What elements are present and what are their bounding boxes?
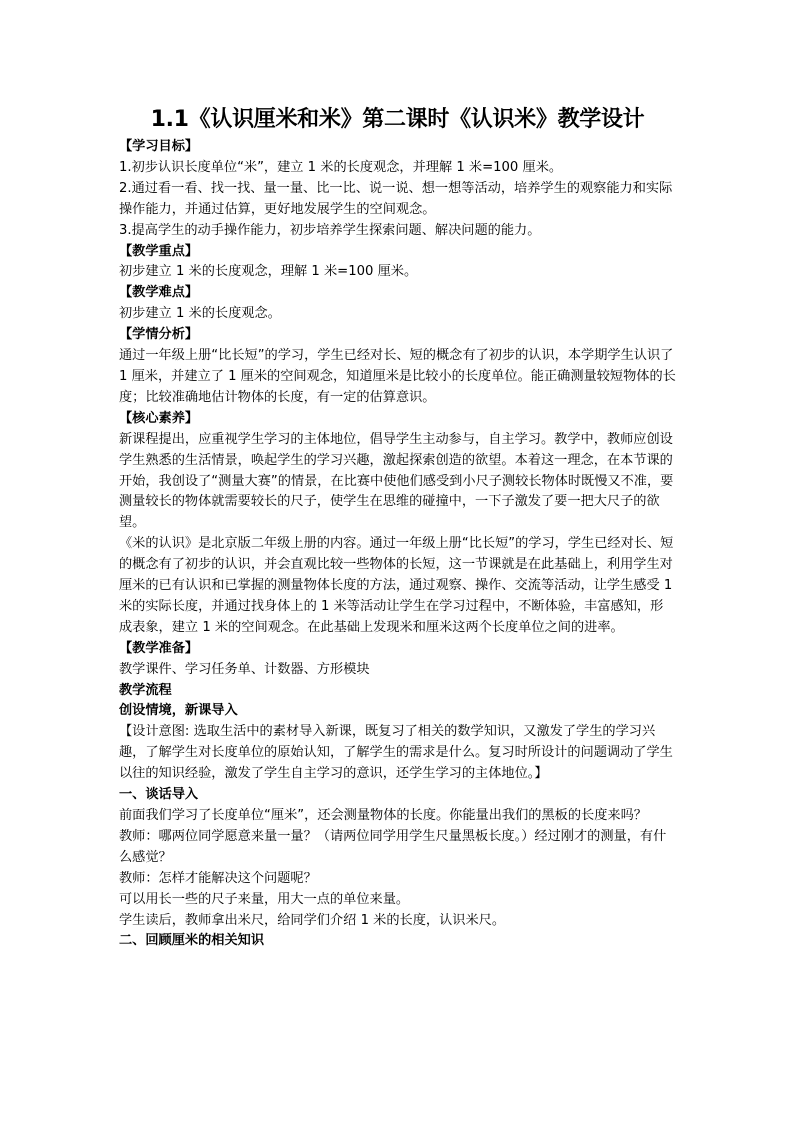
analysis-heading: 【学情分析】: [119, 327, 199, 343]
document-body: [119, 137, 676, 952]
preparation-text: 教学课件、学习任务单、计数器、方形模块: [119, 661, 370, 677]
literacy-heading: 【核心素养】: [119, 410, 199, 426]
goal-item: 1.初步认识长度单位“米”，建立 1 米的长度观念，并理解 1 米=100 厘米。: [119, 159, 563, 175]
key-points-heading: 【教学重点】: [119, 243, 199, 259]
section-line: 教师：哪两位同学愿意来量一量？（请两位同学用学生尺量黑板长度。）经过刚才的测量，有什么感觉？: [119, 828, 667, 865]
section-line: 前面我们学习了长度单位“厘米”，还会测量物体的长度。你能量出我们的黑板的长度来吗？: [119, 808, 647, 823]
analysis-text: 通过一年级上册“比长短”的学习，学生已经对长、短的概念有了初步的认识，本学期学生认识了 1 厘米，并建立了 1 厘米的空间观念，知道厘米是比较小的长度单位。能正确测量较短物体的长度；比较准确地估计物体的长度，有一定的估算意识。: [119, 348, 676, 405]
design-intent-text: 【设计意图: 选取生活中的素材导入新课，既复习了相关的数学知识，又激发了学生的学习兴趣，了解学生对长度单位的原始认知，了解学生的需求是什么。复习时所设计的问题调动了学生以往的知识经验，激发了学生自主学习的意识，还学生学习的主体地位。】: [119, 724, 673, 782]
goals-heading: 【学习目标】: [119, 139, 199, 154]
goal-item: 3.提高学生的动手操作能力，初步培养学生探索问题、解决问题的能力。: [119, 222, 541, 238]
section-line: 学生读后，教师拿出米尺，给同学们介绍 1 米的长度，认识米尺。: [119, 912, 506, 928]
process-heading: 教学流程: [119, 682, 172, 698]
literacy-paragraph: 《米的认识》是北京版二年级上册的内容。通过一年级上册“比长短”的学习，学生已经对长、短的概念有了初步的认识，并会直观比较一些物体的长短，这一节课就是在此基础上，利用学生对厘米的已有认识和已掌握的测量物体长度的方法，通过观察、操作、交流等活动，让学生感受 1 米的实际长度，并通过找身体上的 1 米等活动让学生在学习过程中，不断体验，丰富感知，形成表象，建立 1 米的空间观念。在此基础上发现米和厘米这两个长度单位之间的进率。: [119, 536, 674, 635]
goal-item: 2.通过看一看、找一找、量一量、比一比、说一说、想一想等活动，培养学生的观察能力和实际操作能力，并通过估算，更好地发展学生的空间观念。: [119, 180, 673, 217]
difficulties-text: 初步建立 1 米的长度观念。: [119, 306, 281, 322]
process-subheading: 创设情境，新课导入: [119, 703, 238, 719]
section-heading: 一、谈话导入: [119, 787, 199, 803]
key-points-text: 初步建立 1 米的长度观念，理解 1 米=100 厘米。: [119, 264, 418, 280]
literacy-paragraph: 新课程提出，应重视学生学习的主体地位，倡导学生主动参与，自主学习。教学中，教师应创设学生熟悉的生活情景，唤起学生的学习兴趣，激起探索创造的欲望。本着这一理念，在本节课的开始，我创设了“测量大赛”的情景，在比赛中使他们感受到小尺子测较长物体时既慢又不准，要测量较长的物体就需要较长的尺子，使学生在思维的碰撞中，一下子激发了要一把大尺子的欲望。: [119, 431, 674, 531]
preparation-heading: 【教学准备】: [119, 640, 199, 656]
section-heading: 二、回顾厘米的相关知识: [119, 933, 265, 949]
section-line: 教师：怎样才能解决这个问题呢？: [119, 870, 317, 886]
difficulties-heading: 【教学难点】: [119, 285, 199, 301]
section-line: 可以用长一些的尺子来量，用大一点的单位来量。: [119, 891, 410, 907]
document-title: 1.1《认识厘米和米》第二课时《认识米》教学设计: [150, 107, 645, 132]
